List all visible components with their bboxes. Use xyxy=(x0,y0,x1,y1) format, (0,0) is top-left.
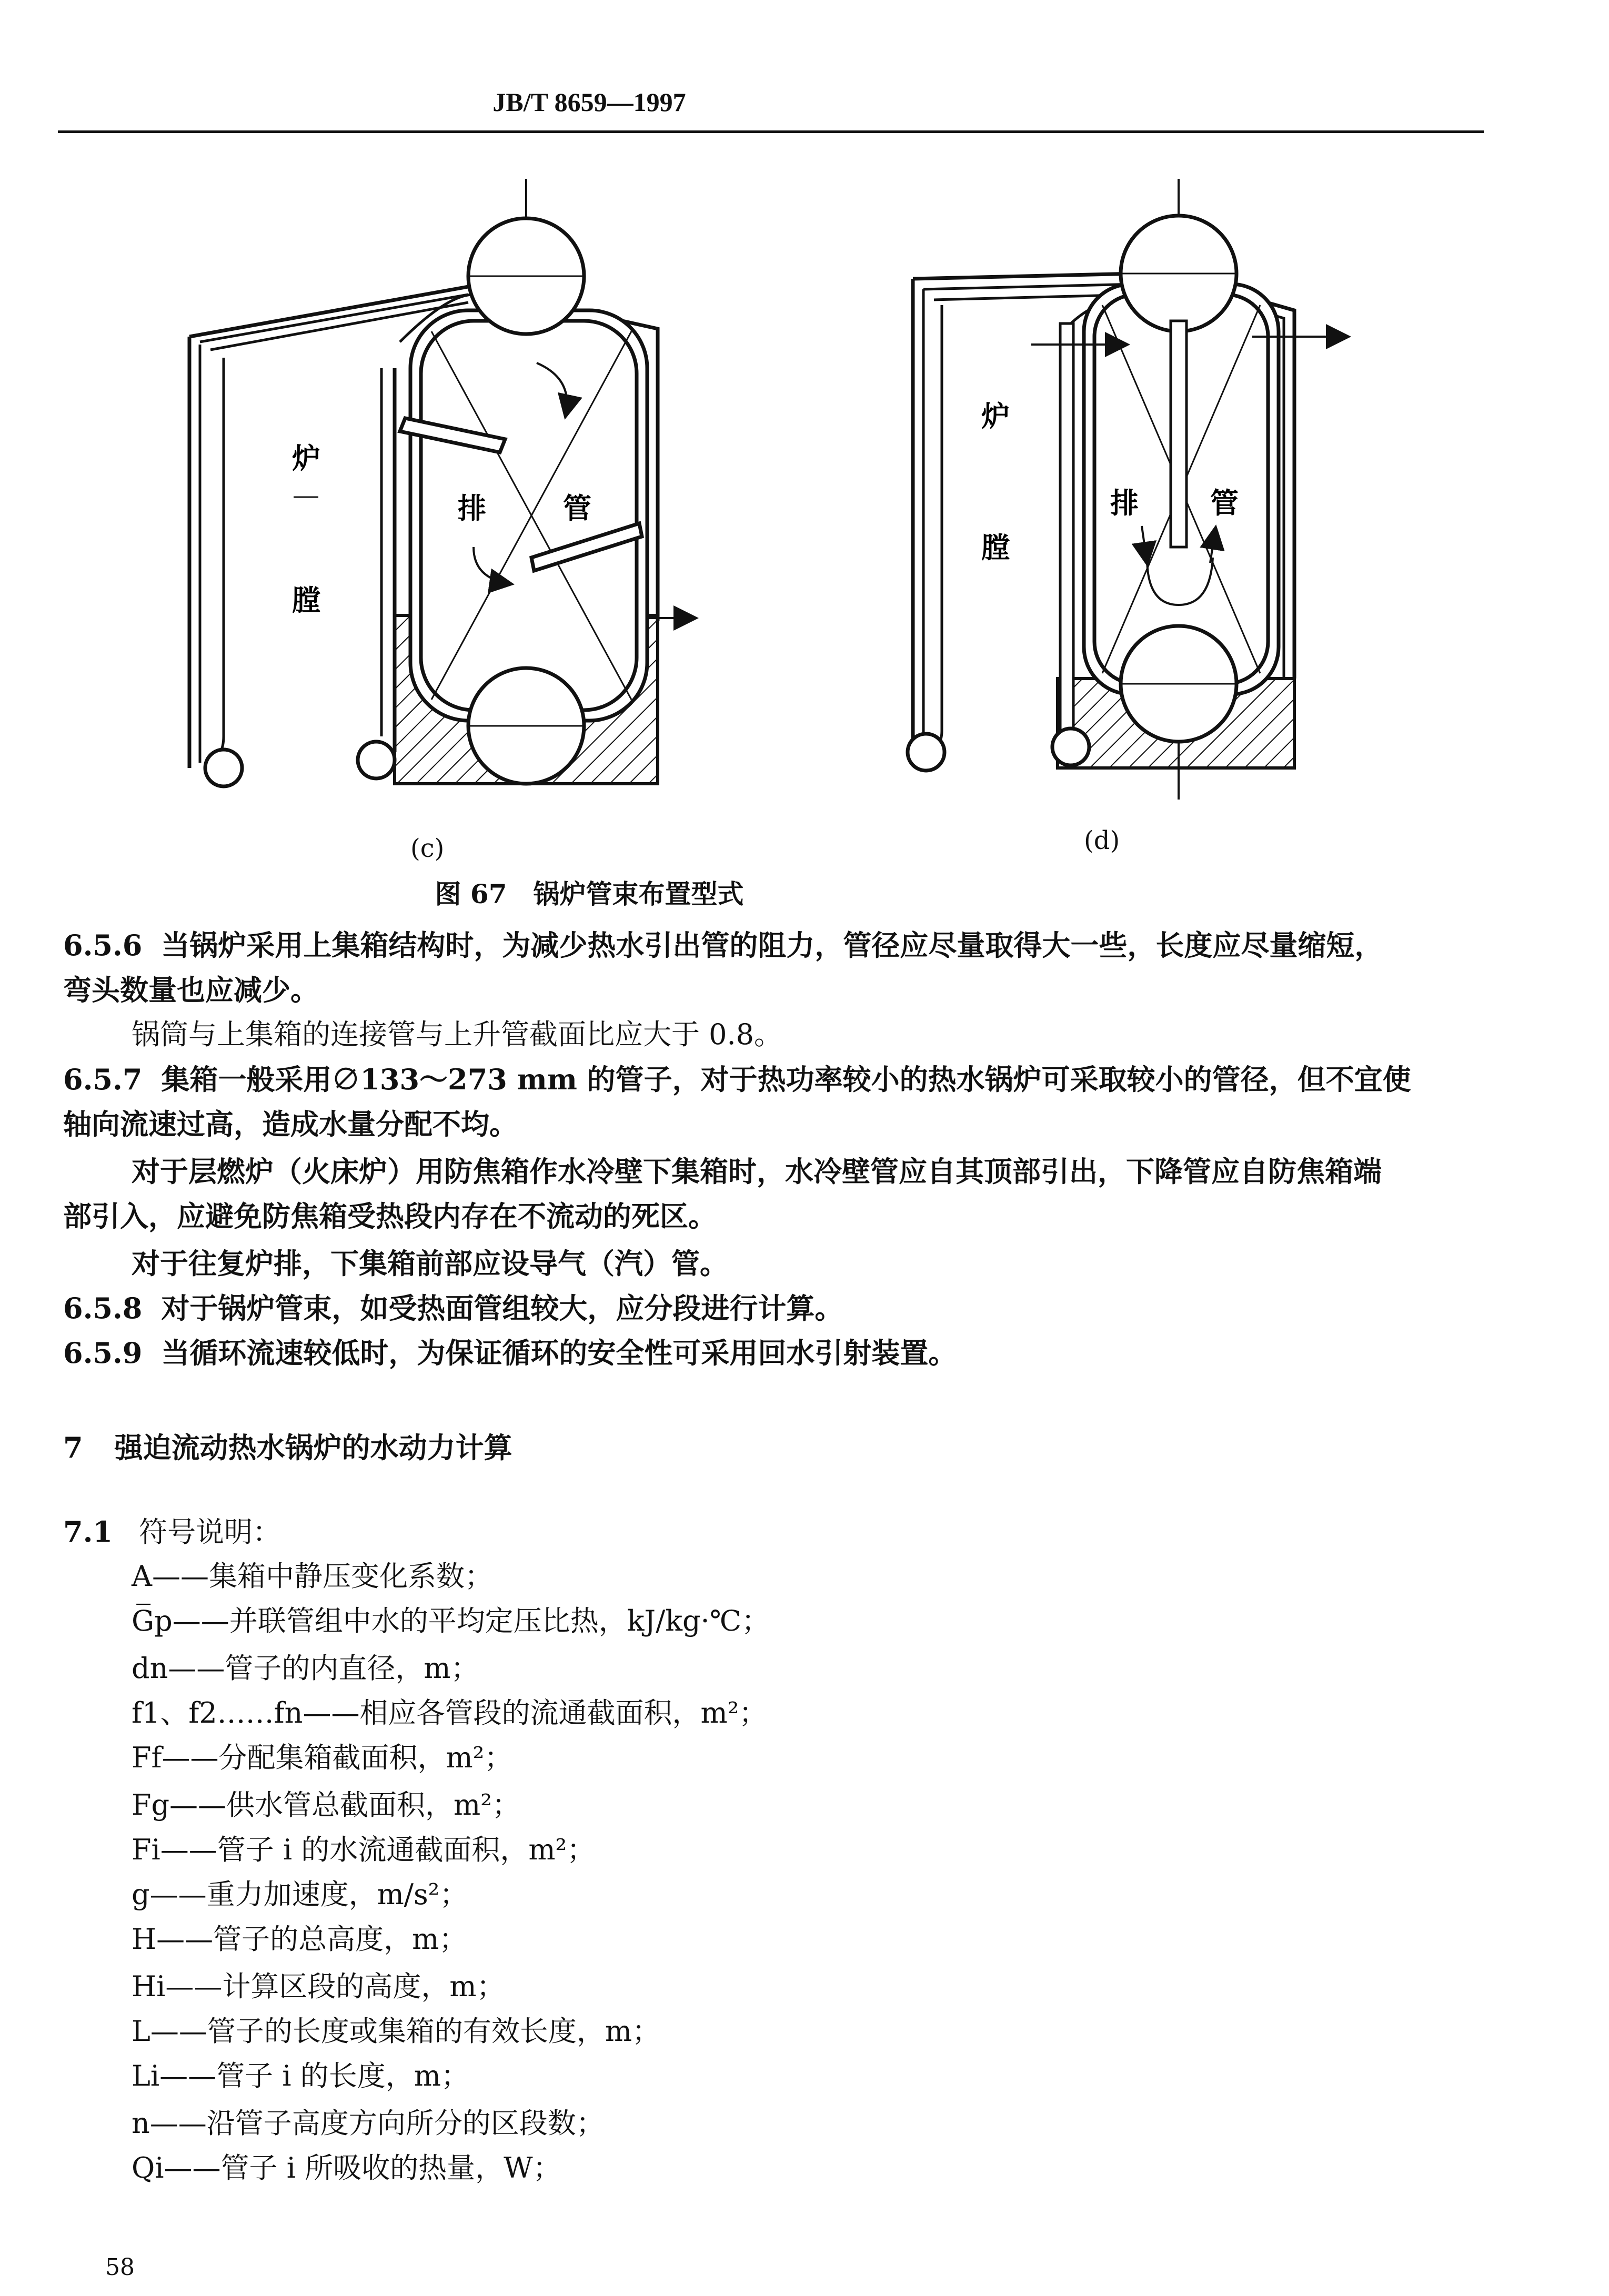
section-number: 7.1 xyxy=(63,1515,113,1549)
symbol-item: Li——管子 i 的长度，m； xyxy=(132,2059,469,2092)
paragraph-text: 对于锅炉管束，如受热面管组较大，应分段进行计算。 xyxy=(161,1291,843,1325)
section-6-5-8 xyxy=(63,1291,843,1325)
paragraph-line: 部引入，应避免防焦箱受热段内存在不流动的死区。 xyxy=(63,1199,717,1233)
section-6-5-6 xyxy=(63,928,1383,962)
symbol-item: G̅p——并联管组中水的平均定压比热，kJ/kg·℃； xyxy=(132,1604,770,1637)
figure-67-diagram xyxy=(0,158,1421,821)
symbol-item: L——管子的长度或集箱的有效长度，m； xyxy=(132,2015,661,2048)
page-number: 58 xyxy=(105,2254,135,2281)
label-c-guan: 管 xyxy=(563,491,591,525)
label-d-tang: 膛 xyxy=(981,531,1010,564)
symbol-item: Fi——管子 i 的水流通截面积，m²； xyxy=(132,1833,596,1866)
symbol-item: Ff——分配集箱截面积，m²； xyxy=(132,1741,513,1774)
label-c-pai: 排 xyxy=(458,491,486,525)
diagram-c xyxy=(189,179,695,786)
chapter-title: 强迫流动热水锅炉的水动力计算 xyxy=(114,1431,512,1464)
section-number: 6.5.6 xyxy=(63,928,143,962)
chapter-number: 7 xyxy=(63,1431,83,1464)
paragraph-text: 当锅炉采用上集箱结构时，为减少热水引出管的阻力，管径应尽量取得大一些，长度应尽量缩短， xyxy=(161,928,1383,962)
figure-caption: 图 67 锅炉管束布置型式 xyxy=(435,878,744,909)
symbol-item: H——管子的总高度，m； xyxy=(132,1923,468,1956)
symbol-item: n——沿管子高度方向所分的区段数； xyxy=(132,2107,605,2140)
section-7-1 xyxy=(63,1515,281,1549)
symbol-item: Fg——供水管总截面积，m²； xyxy=(132,1788,520,1822)
symbol-item: dn——管子的内直径，m； xyxy=(132,1652,479,1685)
chapter-7-heading xyxy=(63,1431,512,1464)
label-c-lu: 炉 xyxy=(292,441,320,475)
paragraph: 锅筒与上集箱的连接管与上升管截面比应大于 0.8。 xyxy=(132,1018,783,1051)
section-number: 6.5.9 xyxy=(63,1336,143,1370)
paragraph-line: 对于层燃炉（火床炉）用防焦箱作水冷壁下集箱时，水冷壁管应自其顶部引出，下降管应自防焦箱端 xyxy=(132,1155,1382,1188)
section-number: 6.5.8 xyxy=(63,1291,143,1325)
paragraph-text: 集箱一般采用∅133～273 mm 的管子，对于热功率较小的热水锅炉可采取较小的管径，但不宜使 xyxy=(161,1063,1411,1096)
symbol-item: f1、f2……fn——相应各管段的流通截面积，m²； xyxy=(132,1696,768,1729)
header-rule xyxy=(58,130,1484,133)
symbol-item: Hi——计算区段的高度，m； xyxy=(132,1970,505,2003)
symbol-item: A——集箱中静压变化系数； xyxy=(132,1560,493,1593)
figure-label-c: (c) xyxy=(410,834,445,863)
section-number: 6.5.7 xyxy=(63,1063,143,1096)
paragraph-line: 弯头数量也应减少。 xyxy=(63,973,319,1007)
section-title: 符号说明： xyxy=(138,1515,281,1549)
page-header: JB/T 8659—1997 xyxy=(492,87,686,117)
label-d-lu: 炉 xyxy=(981,399,1010,433)
paragraph-text: 当循环流速较低时，为保证循环的安全性可采用回水引射装置。 xyxy=(161,1336,957,1370)
symbol-item: Qi——管子 i 所吸收的热量，W； xyxy=(132,2151,561,2184)
paragraph: 对于往复炉排，下集箱前部应设导气（汽）管。 xyxy=(132,1247,728,1280)
figure-label-d: (d) xyxy=(1084,826,1120,855)
label-c-tang: 膛 xyxy=(292,583,320,617)
section-6-5-9 xyxy=(63,1336,957,1370)
paragraph-line: 轴向流速过高，造成水量分配不均。 xyxy=(63,1107,518,1141)
section-6-5-7 xyxy=(63,1063,1411,1096)
label-d-guan: 管 xyxy=(1210,486,1239,520)
label-d-pai: 排 xyxy=(1110,486,1139,520)
symbol-item: g——重力加速度，m/s²； xyxy=(132,1878,468,1911)
